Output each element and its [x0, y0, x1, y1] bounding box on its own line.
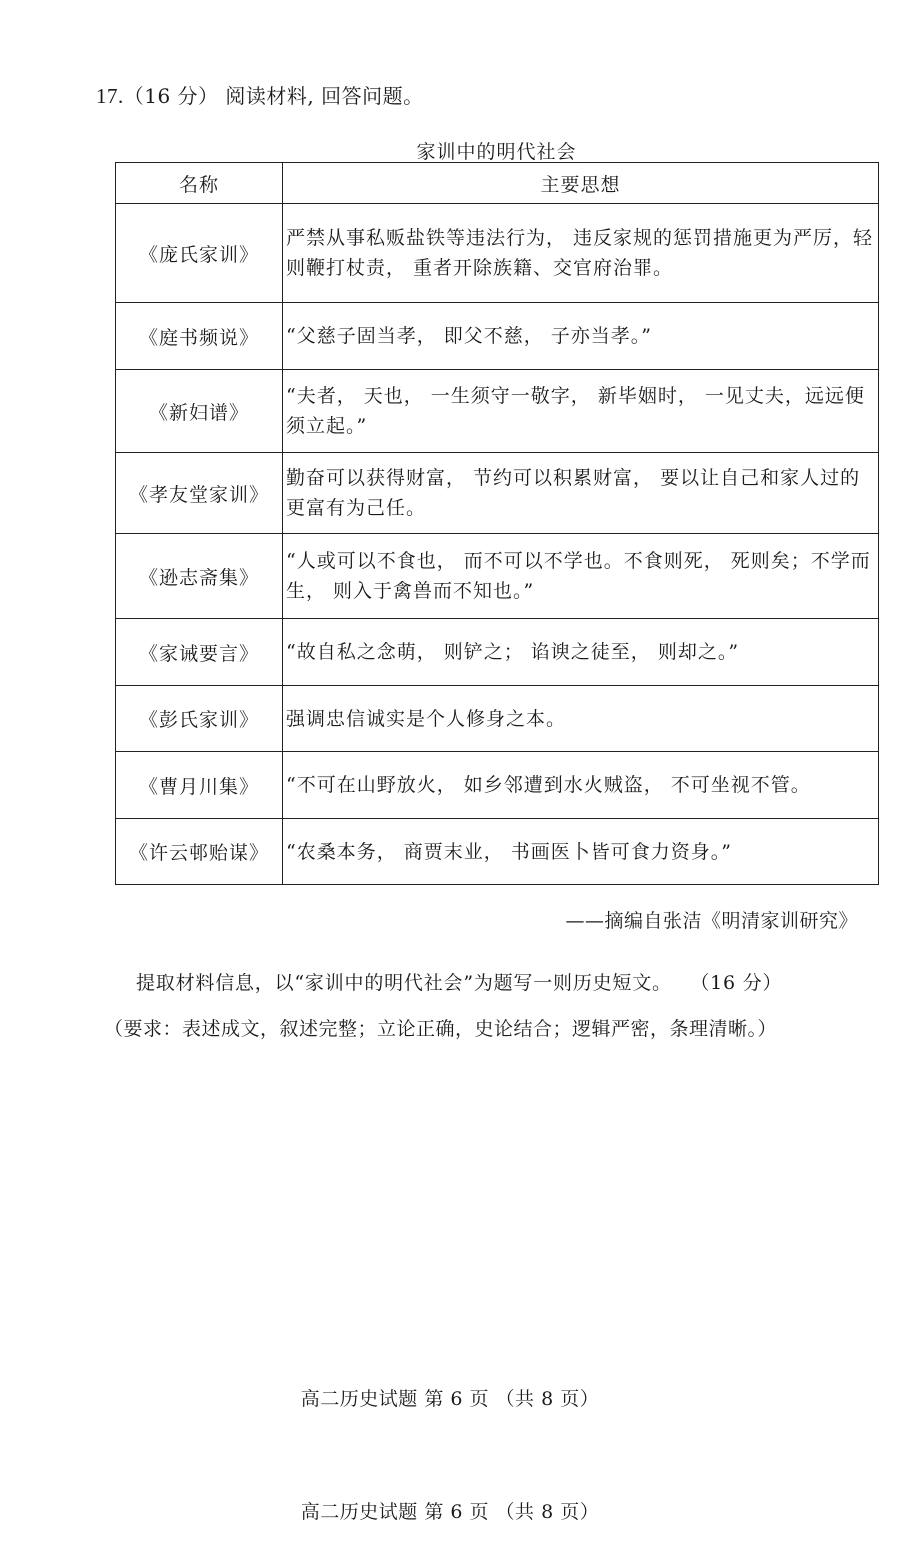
row-idea: 严禁从事私贩盐铁等违法行为， 违反家规的惩罚措施更为严厉，轻则鞭打杖责， 重者开除族籍、交官府治罪。 — [283, 204, 879, 303]
table-row — [116, 303, 879, 370]
source-citation: ——摘编自张洁《明清家训研究》 — [565, 910, 858, 932]
table-row — [116, 752, 879, 819]
row-name: 《曹月川集》 — [116, 752, 283, 819]
table-row — [116, 534, 879, 619]
table-header-row — [116, 163, 879, 204]
row-idea: “父慈子固当孝， 即父不慈， 子亦当孝。” — [283, 303, 879, 370]
row-name: 《新妇谱》 — [116, 370, 283, 453]
row-idea: “夫者， 天也， 一生须守一敬字， 新毕姻时， 一见丈夫，远远便须立起。” — [283, 370, 879, 453]
table-row — [116, 370, 879, 453]
task-instruction — [136, 968, 782, 995]
row-idea: “农桑本务， 商贾末业， 书画医卜皆可食力资身。” — [283, 819, 879, 885]
row-name: 《庞氏家训》 — [116, 204, 283, 303]
row-name: 《家诫要言》 — [116, 619, 283, 686]
row-idea: 勤奋可以获得财富， 节约可以积累财富， 要以让自己和家人过的更富有为己任。 — [283, 453, 879, 534]
question-prompt: 阅读材料, 回答问题。 — [225, 84, 424, 108]
table-row — [116, 686, 879, 752]
row-idea: “故自私之念萌， 则铲之； 谄谀之徒至， 则却之。” — [283, 619, 879, 686]
row-name: 《庭书频说》 — [116, 303, 283, 370]
row-name: 《孝友堂家训》 — [116, 453, 283, 534]
row-name: 《彭氏家训》 — [116, 686, 283, 752]
task-text: 提取材料信息，以“家训中的明代社会”为题写一则历史短文。 — [136, 972, 672, 994]
header-name: 名称 — [116, 163, 283, 204]
table-caption: 家训中的明代社会 — [416, 141, 577, 163]
table-row — [116, 819, 879, 885]
question-number: 17. — [96, 84, 124, 108]
family-instructions-table — [115, 162, 879, 885]
table-row — [116, 619, 879, 686]
row-idea: “人或可以不食也， 而不可以不学也。不食则死， 死则矣；不学而生， 则入于禽兽而不知也。” — [283, 534, 879, 619]
page-footer: 高二历史试题 第 6 页 （共 8 页） — [300, 1388, 600, 1410]
row-idea: “不可在山野放火， 如乡邻遭到水火贼盗， 不可坐视不管。 — [283, 752, 879, 819]
page-footer-duplicate: 高二历史试题 第 6 页 （共 8 页） — [300, 1501, 600, 1523]
table-row — [116, 204, 879, 303]
row-idea: 强调忠信诚实是个人修身之本。 — [283, 686, 879, 752]
task-score: （16 分） — [699, 972, 783, 994]
header-idea: 主要思想 — [283, 163, 879, 204]
table-row — [116, 453, 879, 534]
task-requirements: （要求：表述成文，叙述完整；立论正确，史论结合；逻辑严密，条理清晰。） — [104, 1018, 778, 1040]
question-header — [96, 80, 424, 109]
row-name: 《许云邨贻谋》 — [116, 819, 283, 885]
question-score: （16 分） — [123, 84, 219, 108]
row-name: 《逊志斋集》 — [116, 534, 283, 619]
